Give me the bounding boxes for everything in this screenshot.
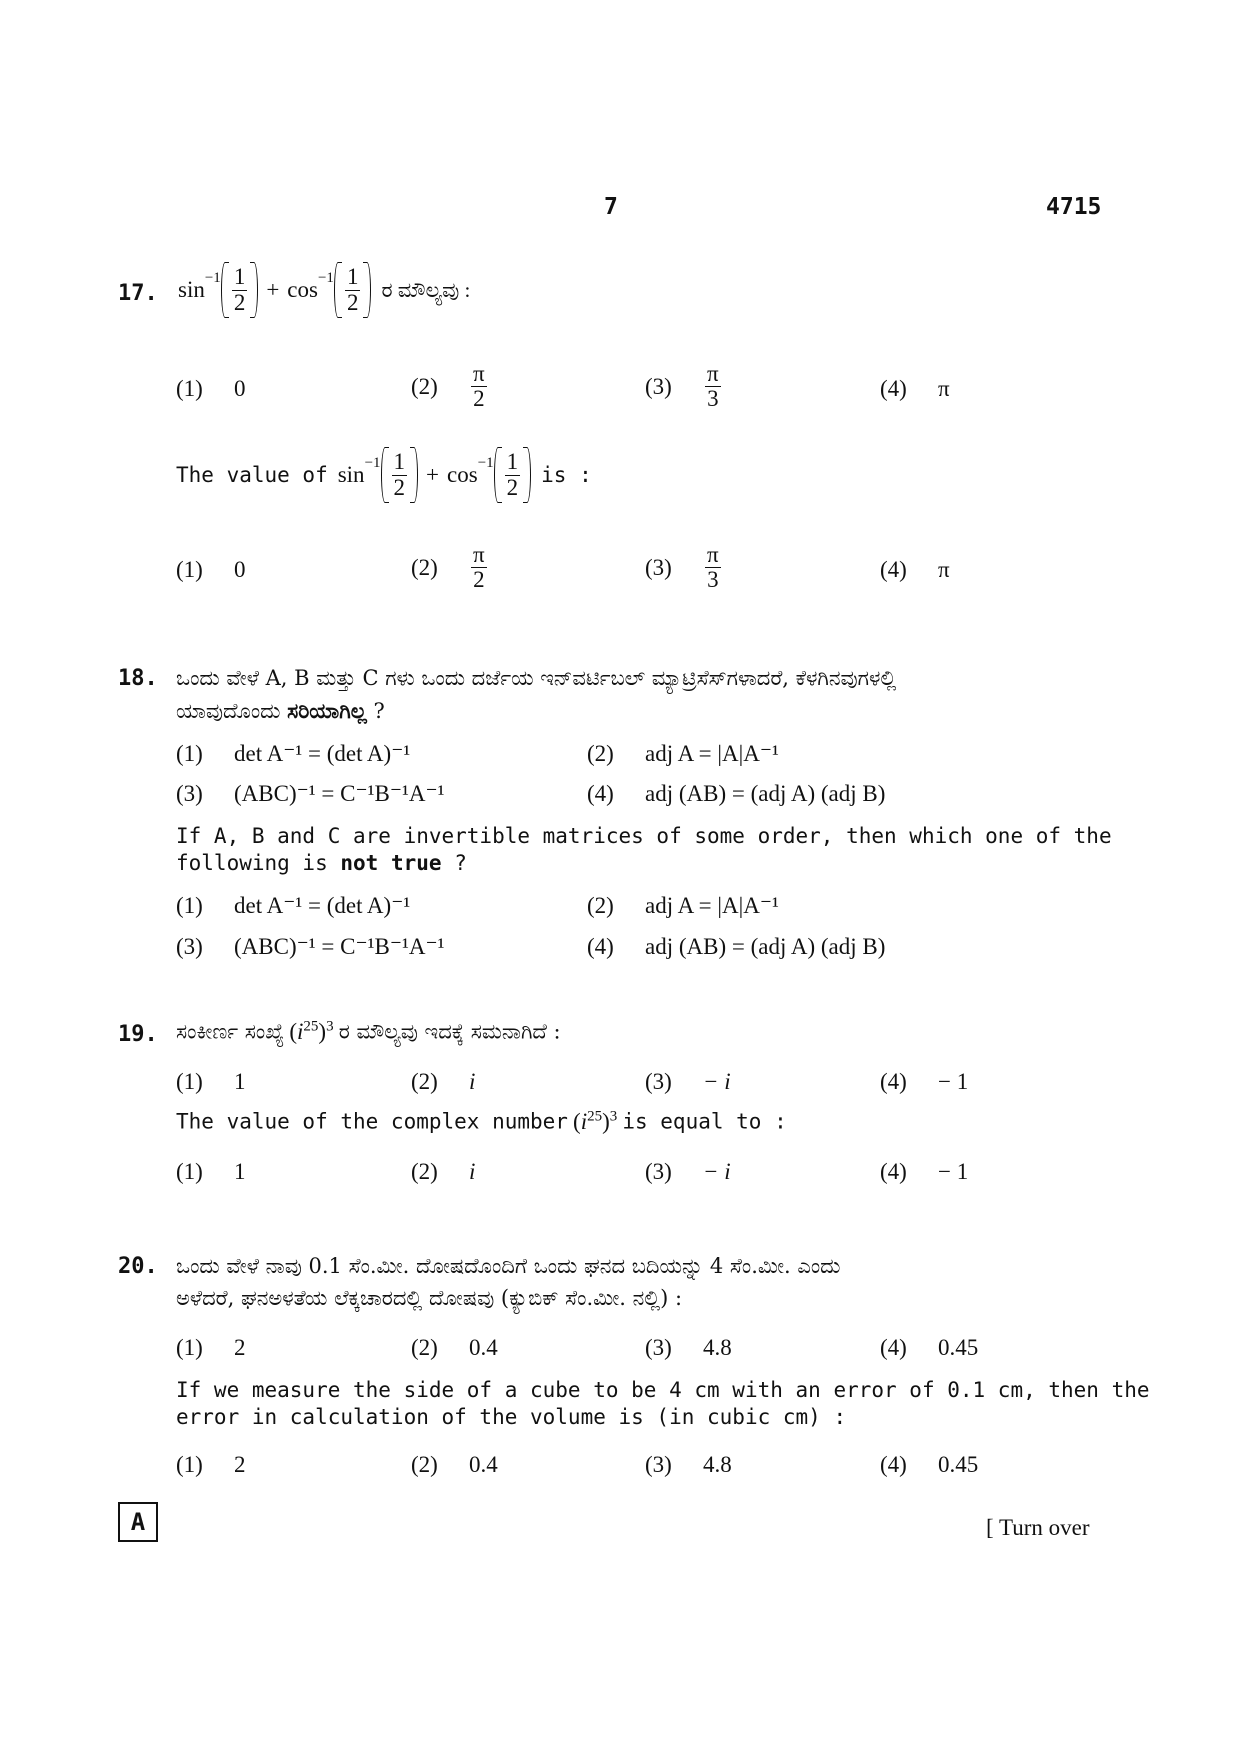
q17-kn-option-2 [411,362,489,411]
q18-en-option-3 [176,934,445,960]
q18-en-text: following is [176,851,328,875]
q17-kn-option-1 [176,376,246,402]
series-box: A [118,1502,158,1542]
q18-en-line-1: If A, B and C are invertible matrices of some order, then which one of the [176,824,1112,848]
option-text: − 1 [938,1069,969,1094]
option-text: 1 [234,1069,246,1094]
option-number: (1) [176,741,203,766]
option-text: (ABC)⁻¹ = C⁻¹B⁻¹A⁻¹ [234,934,445,959]
option-text: 0.4 [469,1335,498,1360]
q18-kn-option-4 [587,781,885,807]
option-number: (4) [880,1335,907,1360]
option-number: (3) [645,1335,672,1360]
q20-kn-option-2 [411,1335,498,1361]
option-number: (1) [176,376,203,401]
option-number: (1) [176,1335,203,1360]
option-number: (4) [587,934,614,959]
q18-en-option-1 [176,893,410,919]
option-text: det A⁻¹ = (det A)⁻¹ [234,741,411,766]
frac-denominator: 2 [473,567,485,593]
q20-en-option-1 [176,1452,246,1478]
inverse-exponent: −1 [364,454,381,471]
q20-kn-option-3 [645,1335,732,1361]
expr-exponent: 25 [587,1108,603,1124]
option-text: det A⁻¹ = (det A)⁻¹ [234,893,411,918]
q19-en-option-4 [880,1159,968,1185]
q19-en-suffix: is equal to : [622,1109,787,1134]
option-number: (2) [411,1452,438,1477]
q18-kn-option-1 [176,741,410,767]
option-number: (2) [411,1069,438,1094]
q19-kn-suffix: ರ ಮೌಲ್ಯವು ಇದಕ್ಕೆ ಸಮನಾಗಿದೆ : [338,1019,561,1044]
q19-en-option-1 [176,1159,246,1185]
q20-en-line-2: error in calculation of the volume is (in cubic cm) : [176,1405,847,1429]
frac-denominator: 2 [473,386,485,412]
q19-en-line [176,1108,787,1135]
option-text: 1 [234,1159,246,1184]
q18-en-line-2 [176,851,467,875]
q18-en-option-4 [587,934,885,960]
option-text: − i [703,1159,731,1184]
expr-base: i [580,1108,588,1134]
option-text: π [938,557,950,582]
option-text: − 1 [938,1159,969,1184]
question-number-20: 20. [118,1254,158,1279]
frac-numerator: 1 [506,449,519,475]
q19-kn-line [176,1018,561,1045]
q19-kn-option-2 [411,1069,475,1095]
option-number: (4) [880,1159,907,1184]
q20-kn-option-4 [880,1335,978,1361]
turn-over-label: [ Turn over [986,1515,1090,1540]
frac-numerator: 1 [393,449,406,475]
q19-expression: $(i^{25})^3$ [289,1018,334,1044]
frac-numerator: π [707,361,719,386]
plus-sign: + [426,462,440,487]
q20-kn-line-1: ಒಂದು ವೇಳೆ ನಾವು 0.1 ಸೆಂ.ಮೀ. ದೋಷದೊಂದಿಗೆ ಒಂದು ಘನದ ಬದಿಯನ್ನು 4 ಸೆಂ.ಮೀ. ಎಂದು [176,1254,841,1278]
option-number: (4) [880,1069,907,1094]
q18-kn-emphasis: ಸರಿಯಾಗಿಲ್ಲ [287,698,367,723]
q20-kn-line-2: ಅಳೆದರೆ, ಘನಅಳತೆಯ ಲೆಕ್ಕಚಾರದಲ್ಲಿ ದೋಷವು (ಕ್ಯುಬಿಕ್ ಸೆಂ.ಮೀ. ನಲ್ಲಿ) : [176,1286,683,1310]
option-number: (3) [176,934,203,959]
expr-base: i [297,1018,304,1044]
option-number: (3) [645,554,672,580]
q17-en-option-3 [645,543,723,592]
q18-kn-option-2 [587,741,779,767]
frac-denominator: 2 [393,474,406,500]
option-text: 0.45 [938,1335,979,1360]
option-text: adj (AB) = (adj A) (adj B) [645,781,886,806]
cos-label: cos [447,462,478,487]
q18-kn-line-1: ಒಂದು ವೇಳೆ A, B ಮತ್ತು C ಗಳು ಒಂದು ದರ್ಜೆಯ ಇನ್‌ವರ್ಟಿಬಲ್ ಮ್ಯಾಟ್ರಿಸೆಸ್‌ಗಳಾದರೆ, ಕೆಳಗಿನವುಗಳಲ್ಲಿ [176,666,897,690]
option-text: 0 [234,376,246,401]
sin-label: sin [337,462,365,487]
option-text: adj A = |A|A⁻¹ [645,893,779,918]
option-number: (1) [176,893,203,918]
q19-expression: $(i^{25})^3$ [573,1108,618,1134]
option-text: 2 [234,1452,246,1477]
option-text: 0.45 [938,1452,979,1477]
page-number: 7 [604,194,618,220]
q17-en-option-2 [411,543,489,592]
option-text: 0 [234,557,246,582]
q20-en-line-1: If we measure the side of a cube to be 4 cm with an error of 0.1 cm, then the [176,1378,1150,1402]
option-number: (4) [587,781,614,806]
frac-denominator: 2 [233,289,246,315]
option-text: 4.8 [703,1335,732,1360]
q17-en-prefix: The value of [176,463,328,487]
q17-kn-suffix: ರ ಮೌಲ್ಯವು : [381,277,471,302]
option-text: i [469,1069,476,1094]
option-text: i [469,1159,476,1184]
option-number: (2) [411,1159,438,1184]
option-text: 0.4 [469,1452,498,1477]
frac-numerator: π [473,542,485,567]
q18-kn-line-2 [176,698,385,724]
q19-kn-option-3 [645,1069,731,1095]
q19-kn-option-1 [176,1069,246,1095]
q17-kn-option-4 [880,376,950,402]
frac-numerator: π [473,361,485,386]
option-number: (1) [176,1452,203,1477]
q18-kn-text: ಯಾವುದೊಂದು [176,699,281,723]
frac-numerator: 1 [346,264,359,290]
option-text: 4.8 [703,1452,732,1477]
question-number-18: 18. [118,666,158,691]
question-number-17: 17. [118,281,158,306]
option-number: (4) [880,1452,907,1477]
frac-numerator: π [707,542,719,567]
q17-en-expression [176,447,592,503]
option-number: (3) [645,1069,672,1094]
option-number: (3) [176,781,203,806]
q17-en-option-1 [176,557,246,583]
option-number: (4) [880,557,907,582]
q19-en-option-3 [645,1159,731,1185]
q19-kn-prefix: ಸಂಕೀರ್ಣ ಸಂಖ್ಯೆ [176,1019,285,1044]
paper-code: 4715 [1046,194,1102,220]
q20-en-option-2 [411,1452,498,1478]
option-number: (2) [587,741,614,766]
q20-en-option-3 [645,1452,732,1478]
option-number: (1) [176,557,203,582]
q17-en-suffix: is : [541,463,592,487]
q18-kn-qmark: ? [373,699,385,723]
option-number: (4) [880,376,907,401]
expr-outer-exponent: 3 [609,1108,618,1124]
inverse-exponent: −1 [317,269,334,286]
option-number: (3) [645,1452,672,1477]
q18-en-qmark: ? [454,851,467,875]
q17-kn-expression [178,262,470,318]
expr-outer-exponent: 3 [326,1018,334,1034]
inverse-exponent: −1 [204,269,221,286]
frac-denominator: 3 [707,567,719,593]
expr-exponent: 25 [303,1018,319,1034]
option-number: (1) [176,1069,203,1094]
option-number: (1) [176,1159,203,1184]
option-number: (2) [411,373,438,399]
option-text: 2 [234,1335,246,1360]
inverse-exponent: −1 [477,454,494,471]
option-text: adj A = |A|A⁻¹ [645,741,779,766]
option-text: π [938,376,950,401]
frac-denominator: 3 [707,386,719,412]
frac-numerator: 1 [233,264,246,290]
option-number: (2) [411,1335,438,1360]
cos-label: cos [287,277,318,302]
frac-denominator: 2 [506,474,519,500]
q19-kn-option-4 [880,1069,968,1095]
q18-kn-option-3 [176,781,445,807]
q19-en-prefix: The value of the complex number [176,1109,568,1134]
q20-en-option-4 [880,1452,978,1478]
option-number: (3) [645,1159,672,1184]
option-number: (3) [645,373,672,399]
q19-en-option-2 [411,1159,475,1185]
q18-en-option-2 [587,893,779,919]
option-text: adj (AB) = (adj A) (adj B) [645,934,886,959]
option-number: (2) [411,554,438,580]
option-text: (ABC)⁻¹ = C⁻¹B⁻¹A⁻¹ [234,781,445,806]
option-text: − i [703,1069,731,1094]
plus-sign: + [266,277,280,302]
sin-label: sin [178,277,205,302]
frac-denominator: 2 [346,289,359,315]
q17-en-option-4 [880,557,950,583]
question-number-19: 19. [118,1022,158,1047]
q18-en-emphasis: not true [340,851,442,875]
option-number: (2) [587,893,614,918]
q20-kn-option-1 [176,1335,246,1361]
q17-kn-option-3 [645,362,723,411]
